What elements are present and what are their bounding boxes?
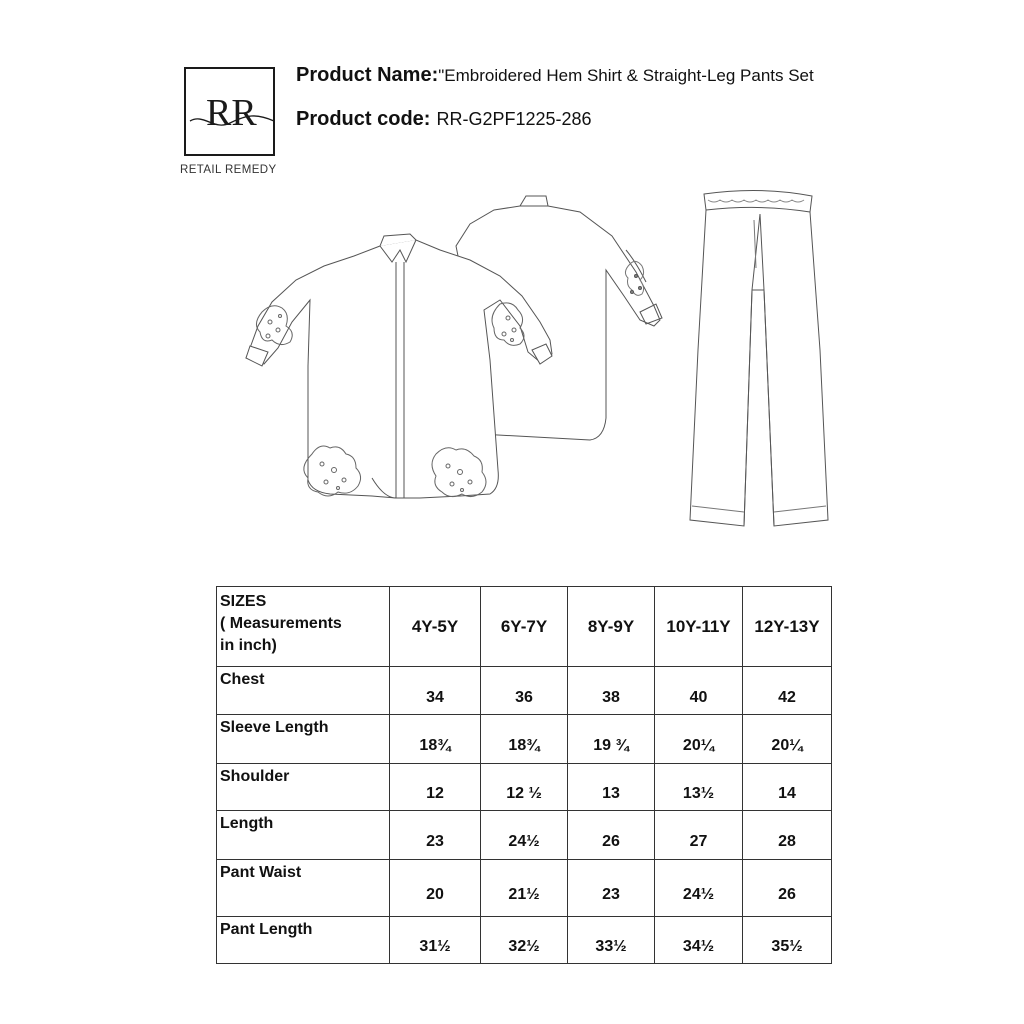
table-cell: 13½ [655, 764, 743, 811]
size-column-header: 6Y-7Y [481, 587, 568, 667]
table-cell: 12 ½ [481, 764, 568, 811]
table-cell: 32½ [481, 917, 568, 964]
table-cell: 38 [568, 667, 655, 715]
table-row [217, 811, 832, 860]
table-cell: 23 [568, 860, 655, 917]
product-code-label: Product code: [296, 108, 431, 130]
table-cell: 35½ [743, 917, 832, 964]
size-header-label [217, 587, 390, 667]
table-row [217, 917, 832, 964]
size-header-row [217, 587, 832, 667]
table-cell: 12 [390, 764, 481, 811]
table-cell: 27 [655, 811, 743, 860]
table-row [217, 860, 832, 917]
table-cell: 31½ [390, 917, 481, 964]
product-code-value: RR-G2PF1225-286 [436, 109, 592, 129]
size-column-header: 12Y-13Y [743, 587, 832, 667]
brand-name: RETAIL REMEDY [180, 164, 277, 176]
size-column-header: 10Y-11Y [655, 587, 743, 667]
table-cell: 28 [743, 811, 832, 860]
table-cell: 24½ [481, 811, 568, 860]
size-chart-table [216, 586, 832, 964]
pants-sketch [690, 190, 828, 526]
table-cell: 24½ [655, 860, 743, 917]
row-label-sleeve-length: Sleeve Length [217, 715, 390, 764]
product-name-label: Product Name: [296, 64, 439, 86]
row-label-pant-waist: Pant Waist [217, 860, 390, 917]
header-label-line: ( Measurements [220, 615, 342, 632]
shirt-front-sketch [246, 234, 552, 498]
table-cell: 19 ¾ [568, 715, 655, 764]
table-cell: 20¼ [743, 715, 832, 764]
size-column-header: 8Y-9Y [568, 587, 655, 667]
table-cell: 34 [390, 667, 481, 715]
table-cell: 14 [743, 764, 832, 811]
table-cell: 23 [390, 811, 481, 860]
row-label-chest: Chest [217, 667, 390, 715]
table-cell: 26 [743, 860, 832, 917]
header-label-line: in inch) [220, 637, 277, 654]
product-name-value: "Embroidered Hem Shirt & Straight-Leg Pants Set [438, 66, 814, 85]
size-column-header: 4Y-5Y [390, 587, 481, 667]
table-cell: 34½ [655, 917, 743, 964]
row-label-pant-length: Pant Length [217, 917, 390, 964]
table-cell: 26 [568, 811, 655, 860]
table-cell: 36 [481, 667, 568, 715]
table-cell: 42 [743, 667, 832, 715]
table-row [217, 667, 832, 715]
row-label-shoulder: Shoulder [217, 764, 390, 811]
table-row [217, 764, 832, 811]
table-cell: 21½ [481, 860, 568, 917]
table-cell: 20 [390, 860, 481, 917]
header-label-line: SIZES [220, 593, 267, 610]
table-cell: 13 [568, 764, 655, 811]
logo-monogram-text: RR [206, 92, 257, 134]
table-cell: 40 [655, 667, 743, 715]
table-cell: 33½ [568, 917, 655, 964]
table-cell: 20¼ [655, 715, 743, 764]
row-label-length: Length [217, 811, 390, 860]
table-cell: 18¾ [390, 715, 481, 764]
table-row [217, 715, 832, 764]
table-cell: 18¾ [481, 715, 568, 764]
